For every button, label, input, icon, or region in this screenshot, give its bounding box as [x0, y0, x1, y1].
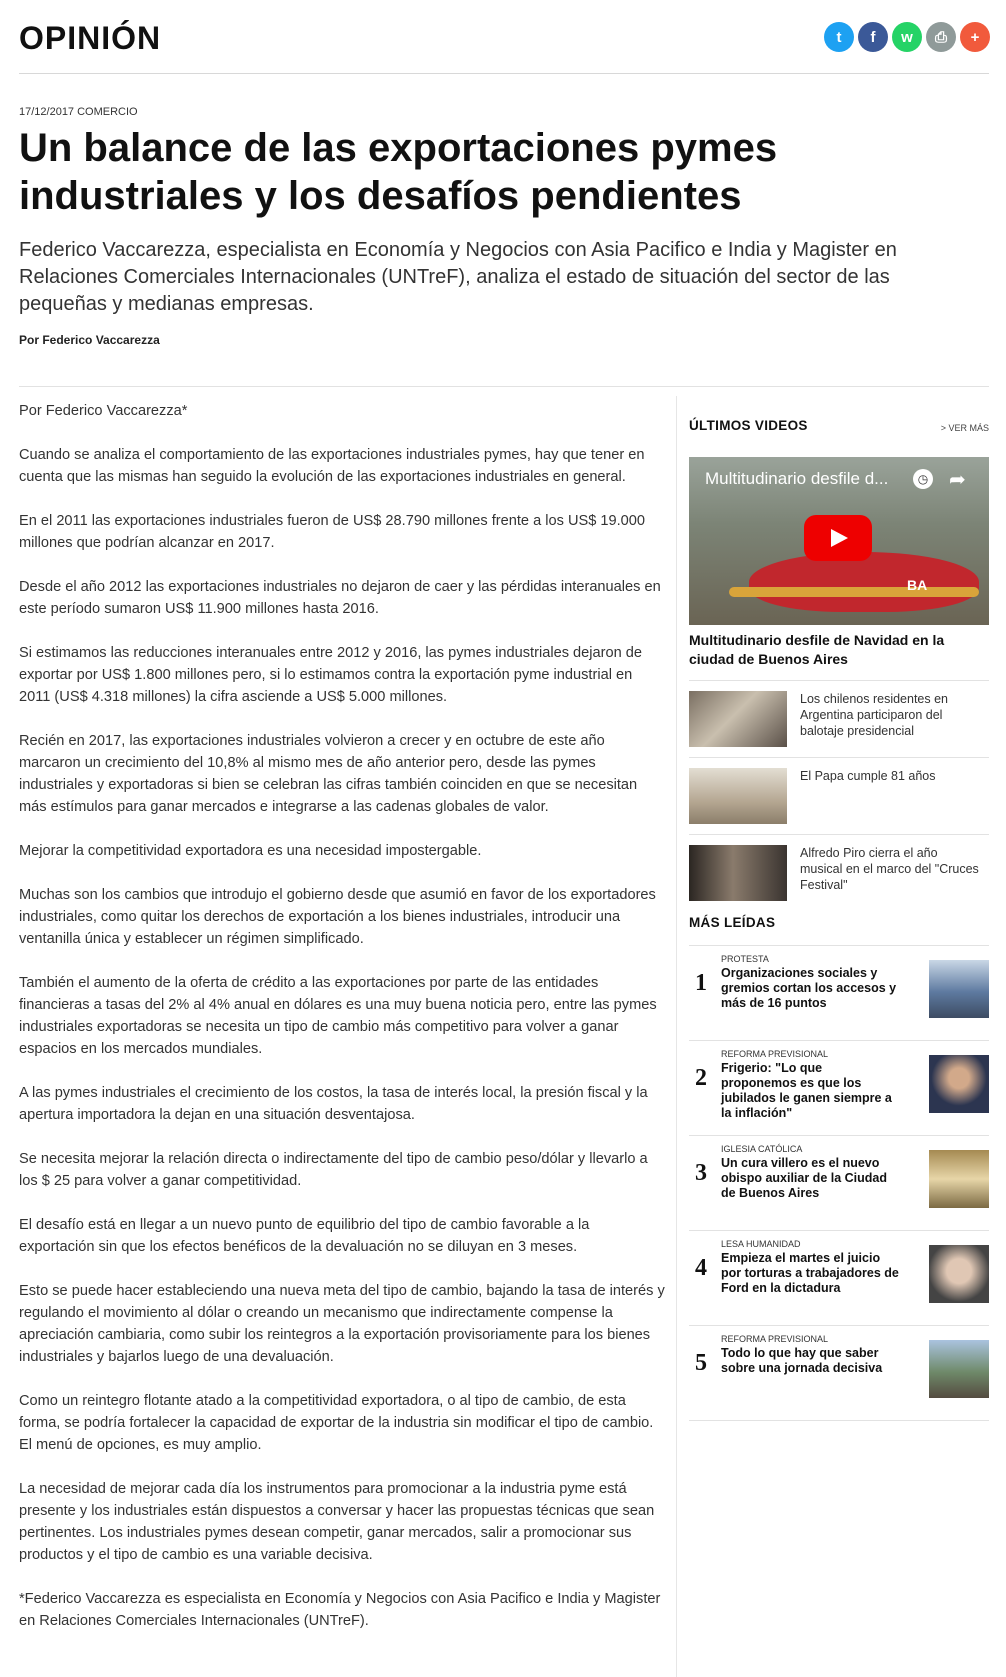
article-paragraph: Cuando se analiza el comportamiento de las exportaciones industriales pymes, hay que tener en cuenta que las mismas han seguido la evolución de las exportaciones industriales en general. [19, 447, 645, 485]
video-title: Alfredo Piro cierra el año musical en el marco del "Cruces Festival" [800, 846, 979, 892]
article-body [19, 400, 667, 1654]
article-paragraph: Mejorar la competitividad exportadora es una necesidad impostergable. [19, 843, 482, 859]
category-label: REFORMA PREVISIONAL [721, 1334, 829, 1344]
article-paragraph: *Federico Vaccarezza es especialista en Economía y Negocios con Asia Pacifico e India y Magister en Relaciones Comerciales Internacionales (UNTreF). [19, 1591, 661, 1629]
article-paragraph: La necesidad de mejorar cada día los instrumentos para promocionar a la industria pyme está presente y los industriales están dispuestos a conversar y hacer las propuestas técnicas que sean pertinentes. Los industriales pymes desean competir, ganar mercados, salir a promocionar sus productos y el tipo de cambio es una variable decisiva. [19, 1481, 655, 1563]
twitter-icon[interactable]: t [824, 22, 854, 52]
section-title: OPINIÓN [19, 20, 162, 56]
ver-mas-link[interactable]: > VER MÁS [940, 423, 989, 433]
category-label: REFORMA PREVISIONAL [721, 1049, 829, 1059]
video-badge: BA [907, 577, 928, 593]
video-caption[interactable]: Multitudinario desfile de Navidad en la ciudad de Buenos Aires [689, 632, 945, 667]
most-read-header [689, 915, 989, 930]
article-paragraph: En el 2011 las exportaciones industriales fueron de US$ 28.790 millones frente a los US$ 19.000 millones que podrían alcanzar en 2017. [19, 513, 646, 551]
video-list-item[interactable] [689, 757, 989, 834]
article-headline: Un balance de las exportaciones pymes industriales y los desafíos pendientes [19, 126, 778, 218]
video-player[interactable] [689, 457, 989, 625]
article-lead: Federico Vaccarezza, especialista en Economía y Negocios con Asia Pacifico e India y Magister en Relaciones Comerciales Internacionales (UNTreF), analiza el estado de situación del sector de las pequeñas y medianas empresas. [19, 239, 897, 315]
most-read-thumbnail [929, 960, 989, 1018]
divider [19, 73, 989, 74]
videos-header [689, 418, 989, 433]
share-arrow-icon[interactable]: ➦ [949, 469, 966, 491]
video-thumbnail-shape [729, 587, 979, 597]
most-read-title: Un cura villero es el nuevo obispo auxiliar de la Ciudad de Buenos Aires [721, 1156, 888, 1200]
video-thumbnail [689, 691, 787, 747]
video-thumbnail-shape [749, 552, 979, 612]
rank-number: 5 [695, 1350, 707, 1376]
article-paragraph: Muchas son los cambios que introdujo el gobierno desde que asumió en favor de los exportadores industriales, como quitar los derechos de exportación a los bienes industriales, introducir una ventanilla única y establecer un régimen simplificado. [19, 887, 656, 947]
most-read-item[interactable] [689, 1040, 989, 1135]
most-read-title: Frigerio: "Lo que proponemos es que los jubilados le ganen siempre a la inflación" [721, 1061, 892, 1120]
most-read-title: Empieza el martes el juicio por torturas a trabajadores de Ford en la dictadura [721, 1251, 899, 1295]
most-read-title: Organizaciones sociales y gremios cortan los accesos y más de 16 puntos [721, 966, 897, 1010]
article-paragraph: Como un reintegro flotante atado a la competitividad exportadora, o al tipo de cambio, de esta forma, se podría fortalecer la capacidad de exportar de la industria sin modificar el tipo de cambio. El menú de opciones, es muy amplio. [19, 1393, 654, 1453]
video-overlay-title: Multitudinario desfile d... [705, 469, 889, 488]
share-bar [824, 22, 990, 52]
video-list-item[interactable] [689, 680, 989, 757]
videos-heading: ÚLTIMOS VIDEOS [689, 418, 808, 433]
article-paragraph: Esto se puede hacer estableciendo una nueva meta del tipo de cambio, bajando la tasa de interés y regulando el movimiento al dólar o creando un mecanismo que indirectamente compense la apreciación cambiaria, como subir los reintegros a la exportación provisoriamente para los bienes industriales y bajarlos luego de una devaluación. [19, 1283, 665, 1365]
video-title: El Papa cumple 81 años [800, 769, 936, 783]
video-thumbnail [689, 768, 787, 824]
article-paragraph: También el aumento de la oferta de crédito a las exportaciones por parte de las entidades financieras a tasas del 2% al 4% anual en dólares es una muy buena noticia pero, entre las pymes industriales exportadoras se necesita un tipo de cambio más competitivo para volver a ganar espacios en los mercados mundiales. [19, 975, 657, 1057]
rank-number: 2 [695, 1065, 707, 1091]
column-divider [676, 396, 677, 1677]
most-read-item[interactable] [689, 945, 989, 1040]
most-read-thumbnail [929, 1055, 989, 1113]
video-thumbnail [689, 845, 787, 901]
rank-number: 4 [695, 1255, 707, 1281]
divider [19, 386, 989, 387]
rank-number: 1 [695, 970, 707, 996]
article-meta: 17/12/2017 COMERCIO [19, 106, 138, 118]
facebook-icon[interactable]: f [858, 22, 888, 52]
most-read-item[interactable] [689, 1230, 989, 1325]
article-paragraph: Se necesita mejorar la relación directa o indirectamente del tipo de cambio peso/dólar y llevarlo a los $ 25 para volver a ganar competitividad. [19, 1151, 648, 1189]
most-read-thumbnail [929, 1245, 989, 1303]
article-paragraph: El desafío está en llegar a un nuevo punto de equilibrio del tipo de cambio favorable a la exportación sin que los efectos benéficos de la devaluación no se diluyan en 3 meses. [19, 1217, 590, 1255]
category-label: PROTESTA [721, 954, 769, 964]
watch-later-icon[interactable]: ◷ [913, 469, 933, 489]
whatsapp-icon[interactable]: w [892, 22, 922, 52]
play-button-icon[interactable] [804, 515, 872, 561]
article-paragraph: Recién en 2017, las exportaciones industriales volvieron a crecer y en octubre de este año marcaron un crecimiento del 10,8% al mismo mes de año anterior pero, desde las pymes industriales y exportadoras si bien se celebran las cifras también coinciden en que se necesitan más estímulos para ganar mercados e integrarse a las cadenas globales de valor. [19, 733, 638, 815]
most-read-title: Todo lo que hay que saber sobre una jornada decisiva [721, 1346, 883, 1375]
most-read-heading: MÁS LEÍDAS [689, 915, 776, 930]
article-paragraph: Por Federico Vaccarezza* [19, 403, 188, 419]
most-read-thumbnail [929, 1150, 989, 1208]
article-paragraph: A las pymes industriales el crecimiento de los costos, la tasa de interés local, la presión fiscal y la apertura importadora la dejan en una situación desventajosa. [19, 1085, 648, 1123]
print-icon[interactable]: ⎙ [926, 22, 956, 52]
category-label: LESA HUMANIDAD [721, 1239, 801, 1249]
plus-icon[interactable]: + [960, 22, 990, 52]
video-title: Los chilenos residentes en Argentina participaron del balotaje presidencial [800, 692, 949, 738]
most-read-item[interactable] [689, 1325, 989, 1421]
category-label: IGLESIA CATÓLICA [721, 1144, 803, 1154]
most-read-item[interactable] [689, 1135, 989, 1230]
article-paragraph: Si estimamos las reducciones interanuales entre 2012 y 2016, las pymes industriales dejaron de exportar por US$ 1.800 millones pero, si lo estimamos contra la exportación pyme industrial en 2011 (US$ 4.318 millones) la cifra asciende a US$ 5.000 millones. [19, 645, 643, 705]
article-byline: Por Federico Vaccarezza [19, 333, 160, 347]
video-list-item[interactable] [689, 834, 989, 911]
article-paragraph: Desde el año 2012 las exportaciones industriales no dejaron de caer y las pérdidas interanuales en este período sumaron US$ 11.900 millones hasta 2016. [19, 579, 661, 617]
most-read-thumbnail [929, 1340, 989, 1398]
rank-number: 3 [695, 1160, 707, 1186]
